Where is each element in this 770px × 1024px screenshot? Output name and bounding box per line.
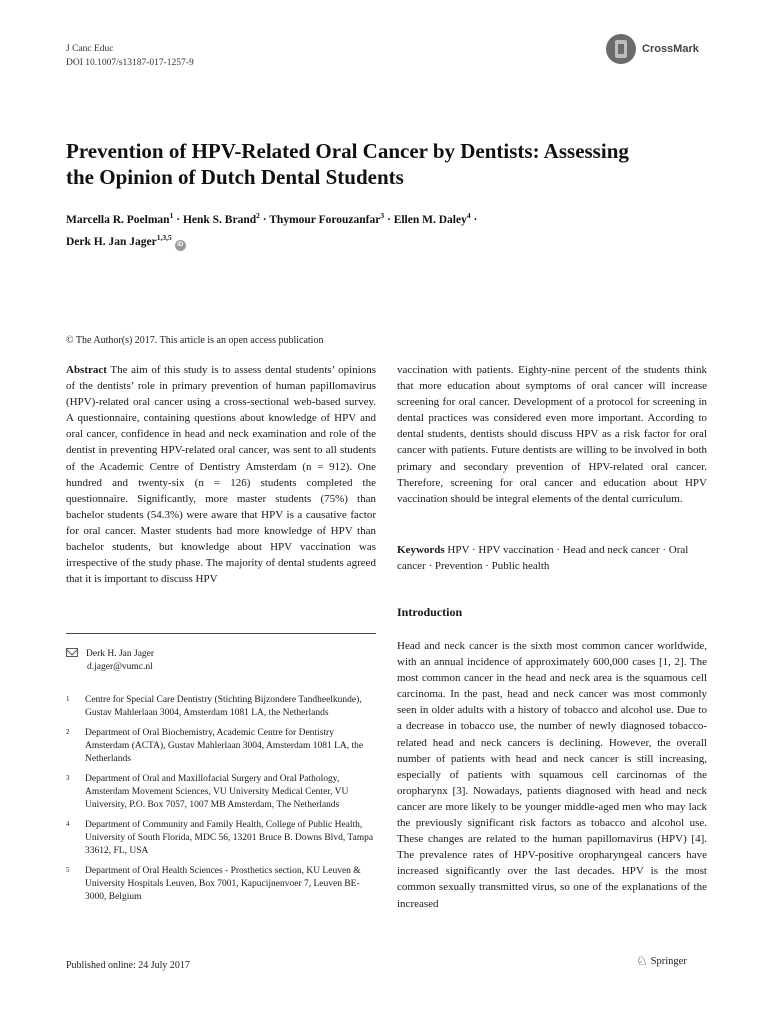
author-affiliation-ref: 1 bbox=[169, 211, 174, 220]
doi[interactable]: DOI 10.1007/s13187-017-1257-9 bbox=[66, 58, 194, 68]
author-name[interactable]: Thymour Forouzanfar bbox=[269, 214, 381, 226]
affiliation-number: 3 bbox=[66, 774, 70, 782]
author-affiliation-ref: 2 bbox=[256, 211, 260, 220]
introduction-heading: Introduction bbox=[397, 605, 463, 619]
journal-name: J Canc Educ bbox=[66, 44, 114, 54]
affiliation-text: Centre for Special Care Dentistry (Stichting Bijzondere Tandheelkunde), Gustav Mahlerlaan 3004, Amsterdam 1081 LA, the Netherlands bbox=[85, 695, 362, 718]
publisher-name: Springer bbox=[650, 956, 687, 967]
crossmark-badge[interactable] bbox=[606, 32, 716, 66]
footnote-divider bbox=[66, 633, 376, 634]
corresponding-email[interactable]: d.jager@vumc.nl bbox=[87, 662, 153, 672]
abstract-right bbox=[397, 362, 707, 507]
envelope-icon bbox=[66, 648, 78, 657]
abstract-label: Abstract bbox=[66, 364, 107, 376]
corresponding-author: Derk H. Jan Jager bbox=[86, 649, 155, 659]
introduction-text: Head and neck cancer is the sixth most common cancer worldwide, with an annual incidence of approximately 600,000 cases [1, 2]. The most common cancer in the head and neck area is the squamous cell carcinoma. In the past, head and neck cancer was most commonly seen in older adults with a history of tobacco and alcohol use. Due to a decrease in tobacco use, the number of newly diagnosed tobacco-related head and neck cancers is declining. However, the overall number of patients with head and neck cancer is still increasing, especially of patients with squamous cell carcinomas of the oropharynx [3]. Nowadays, patients diagnosed with head and neck cancer are more likely to be younger middle-aged men who may lack the previously significant risk factors as tobacco and alcohol use. These changes are related to the human papillomavirus (HPV) [4]. The prevalence rates of HPV-positive oropharyngeal cancers have increased significantly over the last decades. HPV is the most common sexually transmitted virus, so one of the explanations of the increased bbox=[397, 640, 707, 910]
article-title: Prevention of HPV-Related Oral Cancer by Dentists: Assessing the Opinion of Dutch Dental Students bbox=[66, 139, 629, 189]
affiliation-number: 2 bbox=[66, 728, 70, 736]
author-name[interactable]: Henk S. Brand bbox=[182, 214, 257, 226]
author-affiliation-ref: 3 bbox=[380, 211, 385, 220]
author-name[interactable]: Derk H. Jan Jager bbox=[66, 236, 157, 248]
affiliation-number: 1 bbox=[66, 695, 70, 703]
affiliation-number: 4 bbox=[66, 820, 70, 828]
keywords-label: Keywords bbox=[397, 544, 445, 556]
journal-header bbox=[66, 42, 194, 70]
author-affiliation-ref: 1,3,5 bbox=[156, 233, 172, 242]
affiliation-number: 5 bbox=[66, 866, 70, 874]
correspondence bbox=[66, 648, 376, 674]
author-list: Marcella R. Poelman$^1$ · Henk S. Brand$^2$ · Thymour Forouzanfar$^3$ · Ellen M. Daley$^4$ · Derk H. Jan Jager$^{1,3,5}$iD bbox=[66, 207, 706, 251]
published-date: Published online: 24 July 2017 bbox=[66, 960, 190, 971]
affiliation-text: Department of Oral and Maxillofacial Surgery and Oral Pathology, Amsterdam Movement Sciences, VU University Medical Center, VU University, P.O. Box 7057, 1007 MB Amsterdam, The Netherlands bbox=[85, 774, 349, 810]
affiliation-text: Department of Oral Biochemistry, Academic Centre for Dentistry Amsterdam (ACTA), Gustav Mahlerlaan 3004, Amsterdam 1081 LA, the Netherlands bbox=[85, 728, 364, 764]
license-note: © The Author(s) 2017. This article is an open access publication bbox=[66, 335, 324, 346]
affiliation bbox=[66, 865, 376, 904]
abstract-text-continued: vaccination with patients. Eighty-nine percent of the students think that more education about symptoms of oral cancer will increase screening for oral cancer. Development of a protocol for screening in dental practices was considered even more important. According to dental students, dentists should discuss HPV as a risk factor for oral cancer with patients. Future dentists are willing to be involved in both primary and secondary prevention of HPV-related oral cancer. Therefore, screening for oral cancer and education about HPV vaccination should be integral elements of the dental curriculum. bbox=[397, 364, 707, 505]
author-affiliation-ref: 4 bbox=[466, 211, 471, 220]
affiliation bbox=[66, 727, 376, 766]
orcid-icon[interactable]: iD bbox=[175, 240, 186, 251]
publisher-logo bbox=[636, 954, 687, 969]
affiliation-text: Department of Community and Family Health, College of Public Health, University of South Florida, MDC 56, 13201 Bruce B. Downs Blvd, Tampa 33612, FL, USA bbox=[85, 820, 374, 856]
affiliations bbox=[66, 694, 376, 911]
abstract-text: The aim of this study is to assess dental students’ opinions of the dentists’ role in primary prevention of human papillomavirus (HPV)-related oral cancer using a cross-sectional web-based survey. A questionnaire, containing questions about knowledge of HPV and oral cancer, confidence in head and neck examination and role of the dentist in preventing HPV-related oral cancer, was sent to all students of the Academic Centre of Dentistry Amsterdam (n = 912). One hundred and twenty-six (n = 126) students completed the questionnaire. Significantly, more master students (75%) than bachelor students (54.3%) were aware that HPV is a causative factor for oral cancer. Master students had more knowledge of HPV than bachelor students, but knowledge about HPV vaccination was irrespective of the study phase. The majority of dental students agreed that it is important to discuss HPV bbox=[66, 364, 376, 586]
keywords bbox=[397, 542, 707, 574]
crossmark-icon bbox=[606, 34, 636, 64]
crossmark-label: CrossMark bbox=[642, 43, 699, 55]
abstract-left bbox=[66, 362, 376, 587]
affiliation bbox=[66, 694, 376, 720]
affiliation-text: Department of Oral Health Sciences - Prosthetics section, KU Leuven & University Hospitals Leuven, Box 7001, Kapucijnenvoer 7, Leuven BE-3000, Belgium bbox=[85, 866, 361, 902]
affiliation bbox=[66, 819, 376, 858]
affiliation bbox=[66, 773, 376, 812]
springer-horse-icon: ♘ bbox=[636, 954, 648, 969]
author-name[interactable]: Ellen M. Daley bbox=[393, 214, 467, 226]
author-name[interactable]: Marcella R. Poelman bbox=[66, 214, 170, 226]
keywords-text: HPV · HPV vaccination · Head and neck cancer · Oral cancer · Prevention · Public health bbox=[397, 544, 689, 573]
